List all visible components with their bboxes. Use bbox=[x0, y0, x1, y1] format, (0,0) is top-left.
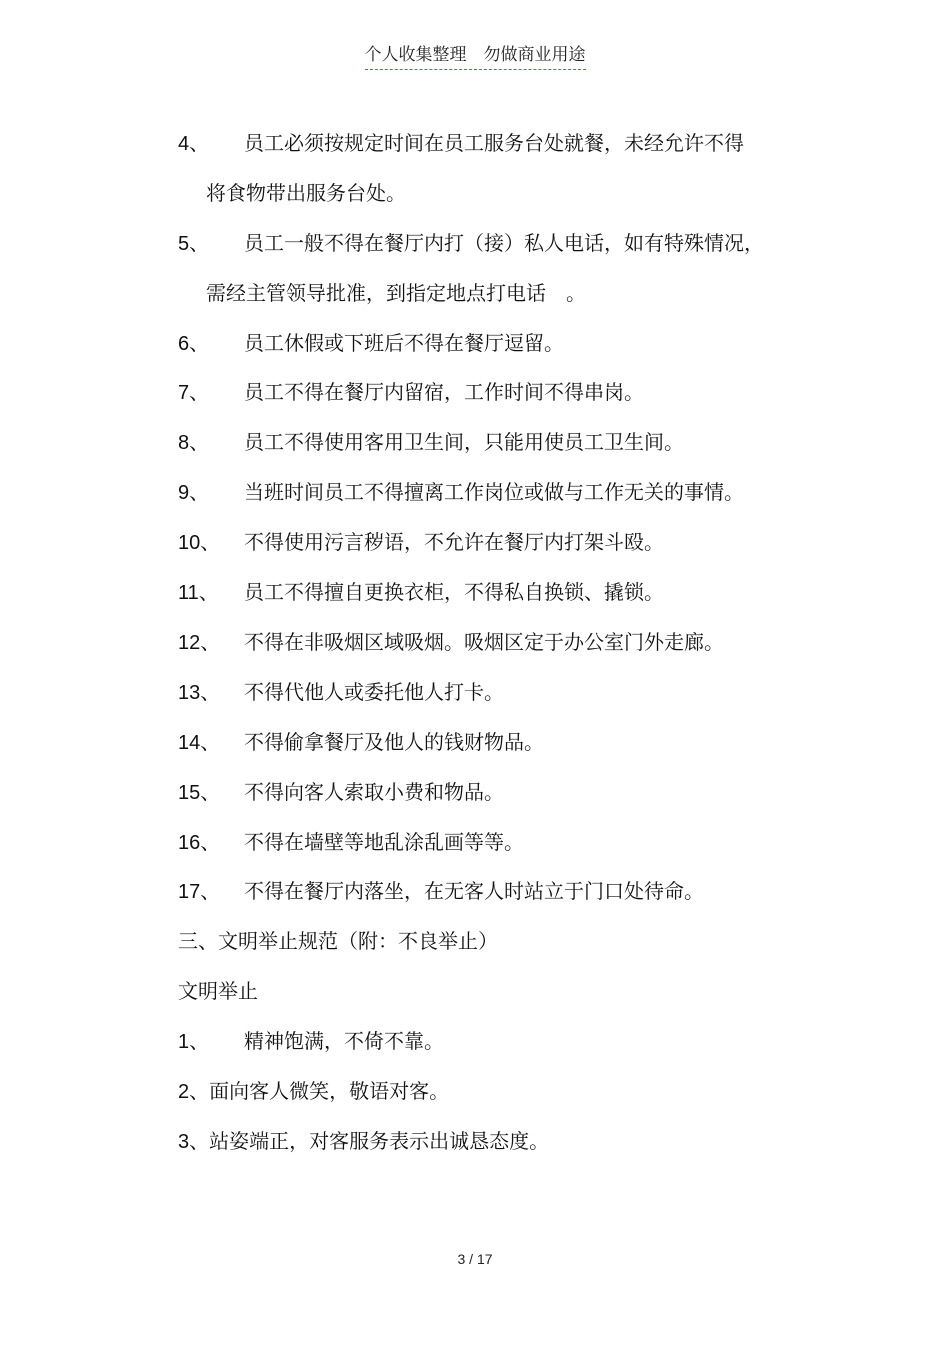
item-number: 5、 bbox=[178, 233, 210, 255]
item-text: 不得偷拿餐厅及他人的钱财物品。 bbox=[244, 730, 544, 754]
list-item-continuation bbox=[178, 281, 586, 305]
item-text: 员工不得擅自更换衣柜，不得私自换锁、撬锁。 bbox=[244, 580, 664, 604]
subsection-title: 文明举止 bbox=[178, 979, 258, 1003]
item-number: 15、 bbox=[178, 782, 221, 804]
item-number: 9、 bbox=[178, 482, 210, 504]
item-text: 需经主管领导批准，到指定地点打电话 。 bbox=[206, 281, 586, 305]
item-text: 面向客人微笑，敬语对客。 bbox=[209, 1079, 450, 1103]
item-number: 14、 bbox=[178, 732, 221, 754]
item-number: 1、 bbox=[178, 1031, 210, 1053]
item-number: 13、 bbox=[178, 682, 221, 704]
item-text: 当班时间员工不得擅离工作岗位或做与工作无关的事情。 bbox=[244, 480, 744, 504]
item-number: 7、 bbox=[178, 382, 210, 404]
item-text: 站姿端正，对客服务表示出诚恳态度。 bbox=[209, 1129, 550, 1153]
item-text: 不得在非吸烟区域吸烟。吸烟区定于办公室门外走廊。 bbox=[244, 630, 724, 654]
item-text: 不得使用污言秽语，不允许在餐厅内打架斗殴。 bbox=[244, 530, 664, 554]
item-number: 12、 bbox=[178, 632, 221, 654]
page-header bbox=[0, 40, 950, 70]
item-text: 员工不得使用客用卫生间，只能用使员工卫生间。 bbox=[244, 430, 684, 454]
item-text: 精神饱满，不倚不靠。 bbox=[244, 1029, 444, 1053]
item-text: 不得代他人或委托他人打卡。 bbox=[244, 680, 504, 704]
list-item bbox=[178, 580, 664, 605]
list-item bbox=[178, 1129, 549, 1154]
list-item bbox=[178, 730, 544, 755]
section-title: 三、文明举止规范（附：不良举止） bbox=[178, 929, 498, 953]
list-item bbox=[178, 780, 504, 805]
item-text: 员工一般不得在餐厅内打（接）私人电话，如有特殊情况， bbox=[244, 231, 764, 255]
item-text: 不得在餐厅内落坐，在无客人时站立于门口处待命。 bbox=[244, 879, 704, 903]
item-number: 11、 bbox=[178, 582, 219, 604]
list-item bbox=[178, 830, 524, 855]
item-text: 不得向客人索取小费和物品。 bbox=[244, 780, 504, 804]
list-item bbox=[178, 131, 744, 156]
list-item bbox=[178, 1079, 449, 1104]
item-text: 员工必须按规定时间在员工服务台处就餐，未经允许不得 bbox=[244, 131, 744, 155]
item-text: 将食物带出服务台处。 bbox=[206, 181, 406, 205]
list-item bbox=[178, 879, 704, 904]
list-item bbox=[178, 530, 664, 555]
list-item bbox=[178, 630, 724, 655]
list-item bbox=[178, 1029, 444, 1054]
item-number: 2、 bbox=[178, 1081, 210, 1103]
item-text: 员工休假或下班后不得在餐厅逗留。 bbox=[244, 331, 564, 355]
list-item-continuation bbox=[178, 181, 406, 205]
list-item bbox=[178, 430, 684, 455]
header-text: 个人收集整理 勿做商业用途 bbox=[365, 40, 586, 70]
item-number: 10、 bbox=[178, 532, 221, 554]
item-number: 6、 bbox=[178, 333, 210, 355]
list-item bbox=[178, 331, 564, 356]
item-number: 17、 bbox=[178, 881, 221, 903]
item-text: 员工不得在餐厅内留宿，工作时间不得串岗。 bbox=[244, 380, 644, 404]
list-item bbox=[178, 480, 744, 505]
item-number: 3、 bbox=[178, 1131, 210, 1153]
list-item bbox=[178, 231, 764, 256]
list-item bbox=[178, 380, 644, 405]
item-number: 16、 bbox=[178, 832, 221, 854]
item-text: 不得在墙壁等地乱涂乱画等等。 bbox=[244, 830, 524, 854]
item-number: 8、 bbox=[178, 432, 210, 454]
page-number: 3 / 17 bbox=[457, 1251, 493, 1267]
item-number: 4、 bbox=[178, 133, 210, 155]
list-item bbox=[178, 680, 504, 705]
